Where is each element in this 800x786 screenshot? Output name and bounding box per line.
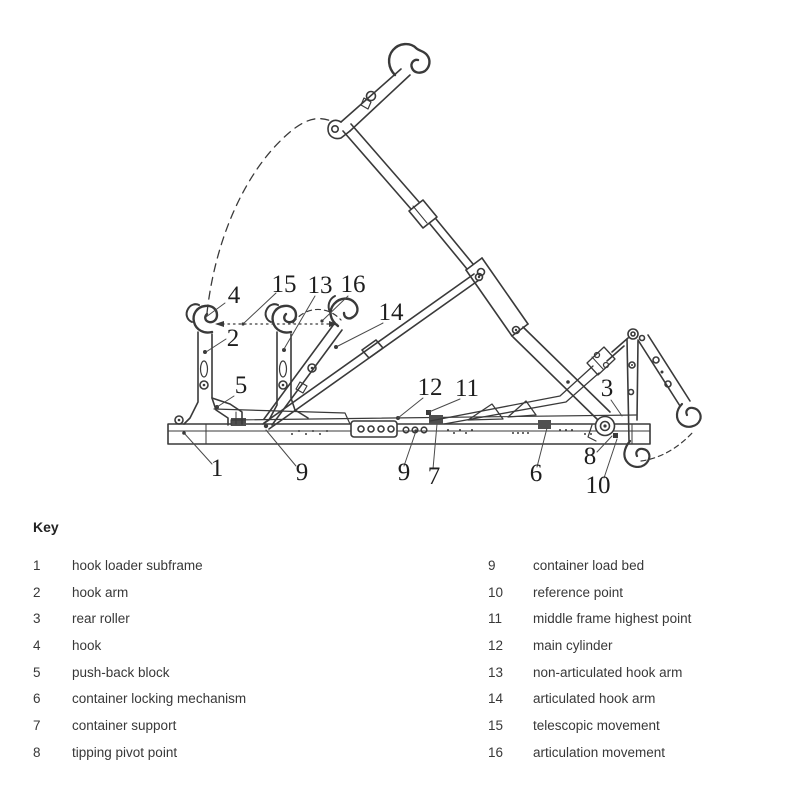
key-item-number: 9 — [488, 557, 496, 573]
callout-2: 2 — [226, 325, 240, 352]
key-item-label: container load bed — [533, 557, 645, 573]
key-item-label: middle frame highest point — [533, 611, 692, 627]
key-item-number: 10 — [488, 584, 504, 600]
main-cylinder-drawing — [264, 274, 483, 430]
callout-8: 8 — [583, 443, 597, 470]
key-item-label: container support — [72, 717, 177, 733]
key-item-label: telescopic movement — [533, 717, 660, 733]
key-row — [488, 659, 773, 686]
hook-arm-tilted-drawing — [264, 296, 357, 425]
key-item-number: 6 — [33, 691, 41, 707]
key-item-number: 2 — [33, 584, 41, 600]
callout-11: 11 — [454, 375, 480, 402]
callout-7: 7 — [427, 463, 441, 490]
key-item-number: 8 — [33, 744, 41, 760]
key-item-number: 1 — [33, 557, 41, 573]
key-item-label: rear roller — [72, 611, 130, 627]
callout-16: 16 — [340, 271, 366, 298]
key-row — [488, 605, 773, 632]
key-item-label: push-back block — [72, 664, 170, 680]
callout-9-rear: 9 — [397, 459, 411, 486]
key-row — [488, 685, 773, 712]
key-column-left — [33, 552, 488, 766]
key-row — [488, 712, 773, 739]
key-item-label: container locking mechanism — [72, 691, 247, 707]
key-item-number: 15 — [488, 717, 504, 733]
key-item-number: 11 — [488, 611, 503, 627]
key-row — [33, 605, 488, 632]
key-item-label: hook arm — [72, 584, 129, 600]
key-title: Key — [33, 519, 59, 535]
key-item-number: 5 — [33, 664, 41, 680]
key-row — [488, 632, 773, 659]
key-item-label: tipping pivot point — [72, 744, 178, 760]
callout-3: 3 — [600, 375, 614, 402]
callout-1: 1 — [210, 455, 224, 482]
key-item-number: 7 — [33, 717, 41, 733]
callout-9-front: 9 — [295, 459, 309, 486]
key-item-label: reference point — [533, 584, 624, 600]
key-row — [488, 579, 773, 606]
key-column-right — [488, 552, 773, 766]
key-row — [33, 739, 488, 766]
callout-5: 5 — [234, 372, 248, 399]
key-item-label: main cylinder — [533, 637, 613, 653]
key-row — [33, 712, 488, 739]
key-item-label: hook — [72, 637, 102, 653]
key-item-label: articulation movement — [533, 744, 666, 760]
key-row — [33, 632, 488, 659]
callout-13: 13 — [307, 272, 333, 299]
key-row — [488, 739, 773, 766]
callout-4: 4 — [227, 282, 241, 309]
hook-arm-vertical-1-drawing — [184, 304, 242, 425]
key-item-number: 13 — [488, 664, 504, 680]
key-row — [33, 552, 488, 579]
key-row — [33, 685, 488, 712]
key-row — [488, 552, 773, 579]
key-item-number: 4 — [33, 637, 41, 653]
key-item-number: 14 — [488, 691, 504, 707]
key-item-number: 16 — [488, 744, 504, 760]
key-row — [33, 659, 488, 686]
key-section — [33, 519, 773, 766]
key-item-label: articulated hook arm — [533, 691, 656, 707]
hook-arm-raised-drawing — [328, 44, 610, 422]
key-item-label: non-articulated hook arm — [533, 664, 683, 680]
key-item-number: 12 — [488, 637, 504, 653]
callout-12: 12 — [417, 374, 443, 401]
callout-14: 14 — [378, 299, 404, 326]
key-row — [33, 579, 488, 606]
callout-6: 6 — [529, 460, 543, 487]
callout-15: 15 — [271, 271, 297, 298]
key-item-label: hook loader subframe — [72, 557, 203, 573]
key-columns — [33, 552, 773, 766]
callout-10: 10 — [585, 472, 611, 499]
key-item-number: 3 — [33, 611, 41, 627]
